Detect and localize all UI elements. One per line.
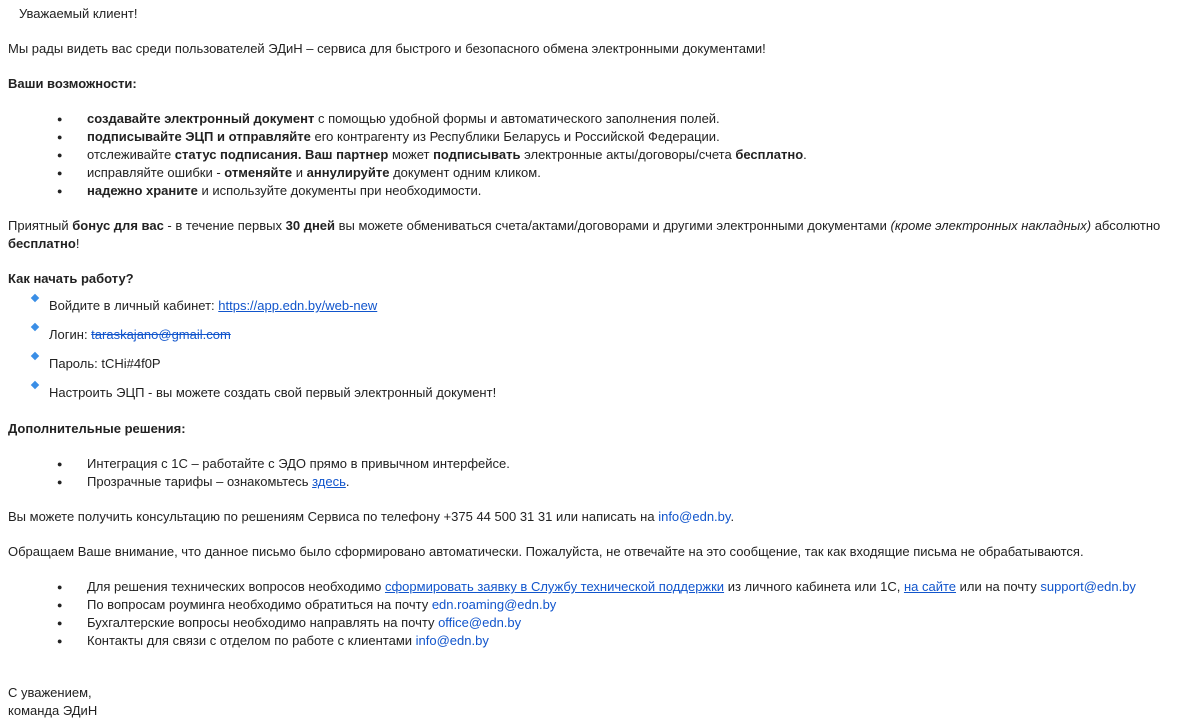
diamond-bullet-icon [31,352,39,360]
list-item: ● надежно храните и используйте документы при необходимости. [8,182,1193,200]
list-item: ● По вопросам роуминга необходимо обратиться на почту edn.roaming@edn.by [8,596,1193,614]
notice-text: Обращаем Ваше внимание, что данное письмо было сформировано автоматически. Пожалуйста, не отвечайте на это сообщение, так как входящие письма не обрабатываются. [8,544,1084,559]
list-item: ● создавайте электронный документ с помощью удобной формы и автоматического заполнения полей. [8,110,1193,128]
office-email[interactable]: office@edn.by [438,615,522,630]
list-item: Пароль: tCHi#4f0P [8,355,1193,374]
greeting: Уважаемый клиент! [19,6,138,21]
support-email[interactable]: support@edn.by [1040,579,1136,594]
support-request-link[interactable]: сформировать заявку в Службу технической поддержки [384,579,725,594]
features-list [8,110,1193,200]
cabinet-link[interactable]: https://app.edn.by/web-new [218,298,378,313]
signature [8,684,1193,720]
start-steps-list [8,297,1193,403]
tariffs-link[interactable]: здесь [312,474,346,489]
consult-email[interactable]: info@edn.by [658,509,731,524]
diamond-bullet-icon [31,323,39,331]
features-title: Ваши возможности: [8,76,137,91]
list-item: ● Для решения технических вопросов необходимо сформировать заявку в Службу технической поддержки из личного кабинета или 1С, на сайте или на почту support@edn.by [8,578,1193,596]
list-item: ● отслеживайте статус подписания. Ваш партнер может подписывать электронные акты/договоры/счета бесплатно. [8,146,1193,164]
list-item: ● исправляйте ошибки - отменяйте и аннулируйте документ одним кликом. [8,164,1193,182]
bonus-text: Приятный бонус для вас - в течение первых 30 дней вы можете обмениваться счета/актами/договорами и другими электронными документами (кроме электронных накладных) абсолютно бесплатно! [8,218,1161,251]
extra-title: Дополнительные решения: [8,421,186,436]
extra-list [8,455,1193,491]
list-item: ● Контакты для связи с отделом по работе с клиентами info@edn.by [8,632,1193,650]
list-item: ● Прозрачные тарифы – ознакомьтесь здесь. [8,473,1193,491]
roaming-email[interactable]: edn.roaming@edn.by [431,597,557,612]
list-item: ● Бухгалтерские вопросы необходимо направлять на почту office@edn.by [8,614,1193,632]
diamond-bullet-icon [31,381,39,389]
signature-line1: С уважением, [8,685,92,700]
list-item: ● подписывайте ЭЦП и отправляйте его контрагенту из Республики Беларусь и Российской Федерации. [8,128,1193,146]
list-item: Настроить ЭЦП - вы можете создать свой первый электронный документ! [8,384,1193,403]
list-item: Логин: taraskajano@gmail.com [8,326,1193,345]
signature-line2: команда ЭДиН [8,703,98,718]
diamond-bullet-icon [31,294,39,302]
support-list [8,578,1193,650]
intro-text: Мы рады видеть вас среди пользователей ЭДиН – сервиса для быстрого и безопасного обмена электронными документами! [8,41,766,56]
website-link[interactable]: на сайте [903,579,957,594]
list-item: ● Интеграция с 1С – работайте с ЭДО прямо в привычном интерфейсе. [8,455,1193,473]
login-value[interactable]: taraskajano@gmail.com [91,327,231,342]
password-value: tCHi#4f0P [101,356,161,371]
start-title: Как начать работу? [8,271,134,286]
consult-text: Вы можете получить консультацию по решениям Сервиса по телефону +375 44 500 31 31 или написать на info@edn.by. [8,509,735,524]
list-item: Войдите в личный кабинет: https://app.edn.by/web-new [8,297,1193,316]
info-email[interactable]: info@edn.by [415,633,489,648]
